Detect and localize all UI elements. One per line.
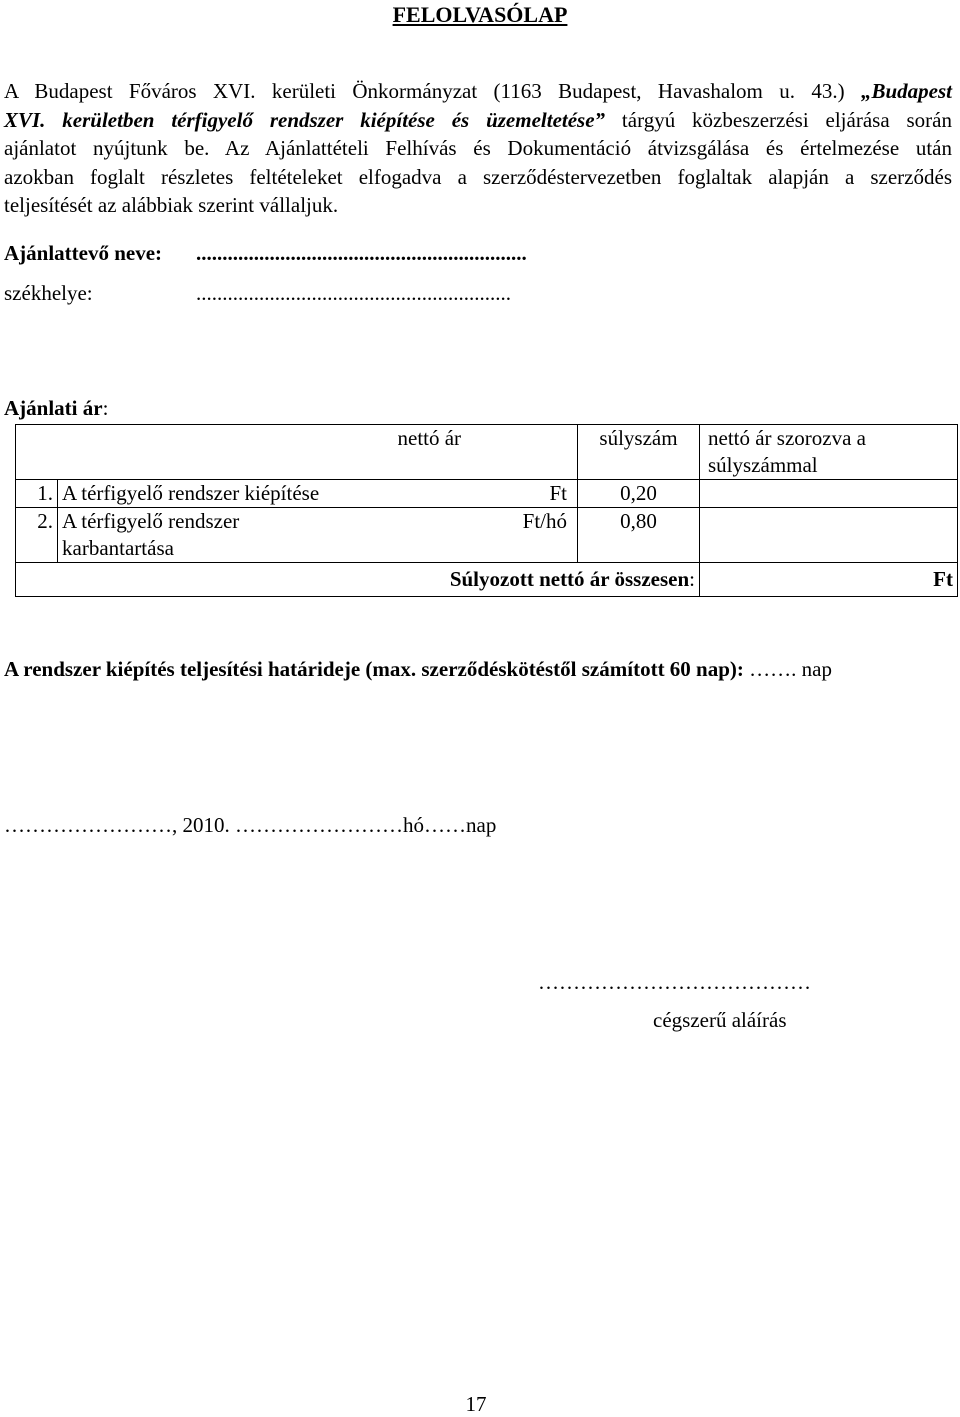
header-weight: súlyszám	[578, 425, 700, 480]
price-label: Ajánlati ár:	[4, 396, 109, 420]
place-field[interactable]: ……………………	[4, 813, 172, 837]
bidder-name-label: Ajánlattevő neve:	[4, 241, 163, 265]
intro-line-1: A Budapest Főváros XVI. kerületi Önkormányzat (1163 Budapest, Havashalom u. 43.) „Budapest	[4, 79, 952, 103]
page-title: FELOLVASÓLAP	[392, 2, 568, 27]
month-field[interactable]: ……………………	[235, 813, 403, 837]
row-weighted-value[interactable]	[700, 508, 958, 563]
row-unit[interactable]: Ft/hó	[368, 508, 578, 563]
row-unit[interactable]: Ft	[368, 480, 578, 508]
month-text: hó	[403, 813, 424, 837]
price-table	[15, 424, 958, 597]
row-weight: 0,80	[578, 508, 700, 563]
row-number: 2.	[16, 508, 58, 563]
day-text: nap	[466, 813, 497, 837]
year-text: , 2010.	[172, 813, 230, 837]
intro-line-5: teljesítését az alábbiak szerint vállaljuk.	[4, 193, 339, 217]
total-unit[interactable]: Ft	[700, 563, 958, 597]
intro-line-3: ajánlatot nyújtunk be. Az Ajánlattételi Felhívás és Dokumentáció átvizsgálása és értelmezése után	[4, 136, 952, 160]
row-description: A térfigyelő rendszer karbantartása	[58, 508, 368, 563]
deadline-label: A rendszer kiépítés teljesítési határideje (max. szerződéskötéstől számított 60 nap):	[4, 657, 744, 681]
bidder-seat-label: székhelye:	[4, 281, 93, 305]
price-table-total-row	[16, 563, 958, 597]
total-label: Súlyozott nettó ár összesen:	[16, 563, 700, 597]
table-row	[16, 480, 958, 508]
row-number: 1.	[16, 480, 58, 508]
row-description: A térfigyelő rendszer kiépítése	[58, 480, 368, 508]
row-weighted-value[interactable]	[700, 480, 958, 508]
signature-label: cégszerű aláírás	[653, 1008, 787, 1032]
table-row	[16, 508, 958, 563]
deadline-line	[4, 657, 832, 682]
day-field[interactable]: ……	[424, 813, 466, 837]
deadline-field[interactable]: …….	[749, 657, 797, 681]
deadline-unit: nap	[801, 657, 832, 681]
page-number: 17	[465, 1392, 487, 1416]
date-line	[4, 813, 496, 838]
bidder-seat-field[interactable]: ............................................................	[196, 281, 511, 305]
intro-paragraph	[4, 77, 952, 220]
header-net-price: nettó ár	[368, 425, 578, 480]
price-table-header	[16, 425, 958, 480]
intro-line-2: XVI. kerületben térfigyelő rendszer kiépítése és üzemeltetése” tárgyú közbeszerzési eljárása során	[4, 107, 952, 132]
signature-line[interactable]: …………………………………	[538, 970, 811, 994]
header-weighted-price: nettó ár szorozva a súlyszámmal	[700, 425, 958, 480]
row-weight: 0,20	[578, 480, 700, 508]
bidder-name-field[interactable]: ...............................................................	[196, 241, 527, 265]
intro-line-4: azokban foglalt részletes feltételeket elfogadva a szerződéstervezetben foglaltak alapján a szerződés	[4, 164, 952, 189]
